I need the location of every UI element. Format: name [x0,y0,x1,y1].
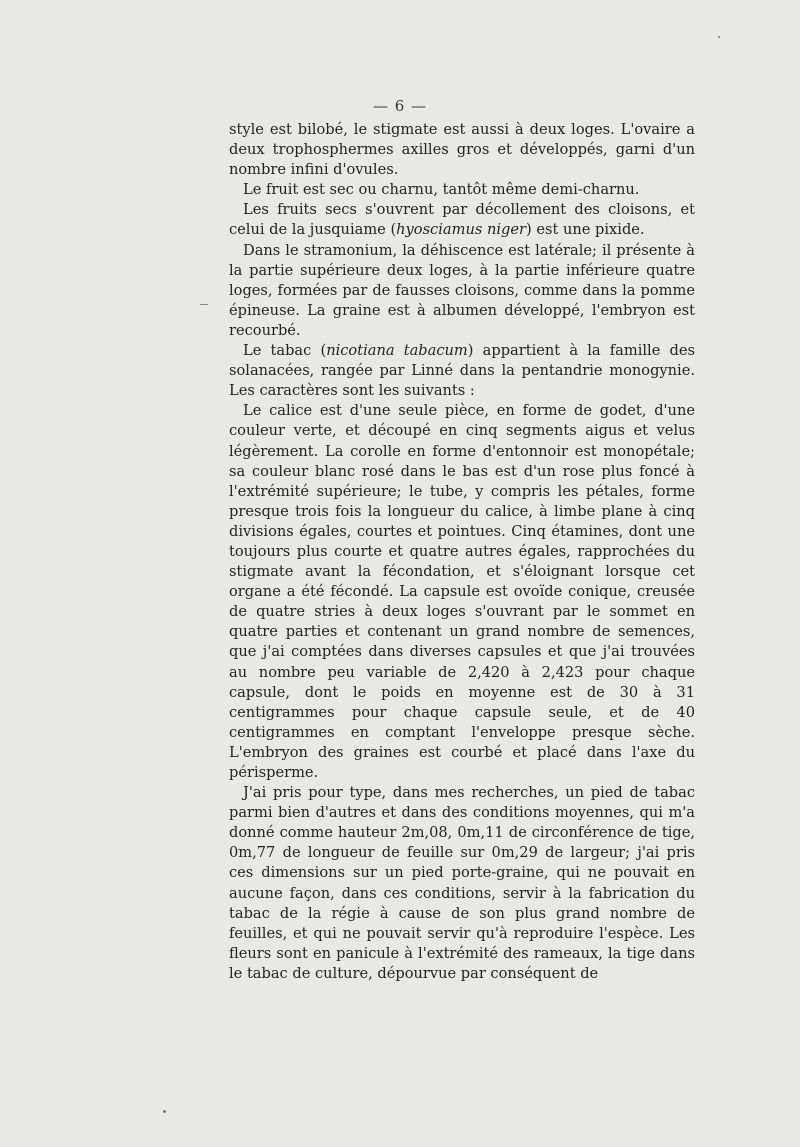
paragraph-5-text-before: Le tabac ( [243,342,327,360]
page-number: — 6 — [372,97,428,115]
paragraph-1: style est bilobé, le stigmate est aussi à deux loges. L'ovaire a deux trophosphermes axilles gros et développés, garni d'un nombre infini d'ovules. [229,121,695,179]
paragraph-2: Le fruit est sec ou charnu, tantôt même demi-charnu. [243,181,640,199]
margin-mark [200,304,208,305]
paragraph-5 [229,341,695,401]
paragraph-5-text-after: ) appartient à la famille des solanacées, rangée par Linné dans la pentandrie monogynie. Les caractères sont les suivants : [229,342,695,400]
paragraph-7: J'ai pris pour type, dans mes recherches, un pied de tabac parmi bien d'autres et dans des conditions moyennes, qui m'a donné comme hauteur 2m,08, 0m,11 de circonférence de tige, 0m,77 de longueur de feuille sur 0m,29 de largeur; j'ai pris ces dimensions sur un pied porte-graine, qui ne pouvait en aucune façon, dans ces conditions, servir à la fabrication du tabac de la régie à cause de son plus grand nombre de feuilles, et qui ne pouvait servir qu'à reproduire l'espèce. Les fleurs sont en panicule à l'extrémité des rameaux, la tige dans le tabac de culture, dépourvue par conséquent de [229,784,695,982]
latin-name-nicotiana: nicotiana tabacum [326,342,468,360]
paragraph-6: Le calice est d'une seule pièce, en forme de godet, d'une couleur verte, et découpé en cinq segments aigus et velus légèrement. La corolle en forme d'entonnoir est monopétale; sa couleur blanc rosé dans le bas est d'un rose plus foncé à l'extrémité supérieure; le tube, y compris les pétales, forme presque trois fois la longueur du calice, à limbe plane à cinq divisions égales, courtes et pointues. Cinq étamines, dont une toujours plus courte et quatre autres égales, rapprochées du stigmate avant la fécondation, et s'éloignant lorsque cet organe a été fécondé. La capsule est ovoïde conique, creusée de quatre stries à deux loges s'ouvrant par le sommet en quatre parties et contenant un grand nombre de semences, que j'ai comptées dans diverses capsules et que j'ai trouvées au nombre peu variable de 2,420 à 2,423 pour chaque capsule, dont le poids en moyenne est de 30 à 31 centigrammes pour chaque capsule seule, et de 40 centigrammes en comptant l'enveloppe presque sèche. L'embryon des graines est courbé et placé dans l'axe du périsperme. [229,402,695,781]
speck-mark [163,1110,166,1113]
latin-name-hyosciamus: hyosciamus niger [396,221,526,239]
body-text [229,120,695,984]
speck-mark [718,36,720,38]
paragraph-3-text-before: Les fruits secs s'ouvrent par décollement des cloisons, et celui de la jusquiame ( [229,201,695,239]
paragraph-3 [229,200,695,240]
paragraph-4: Dans le stramonium, la déhiscence est latérale; il présente à la partie supérieure deux loges, à la partie inférieure quatre loges, formées par de fausses cloisons, comme dans la pomme épineuse. La graine est à albumen développé, l'embryon est recourbé. [229,241,695,339]
paragraph-3-text-after: ) est une pixide. [526,221,645,239]
